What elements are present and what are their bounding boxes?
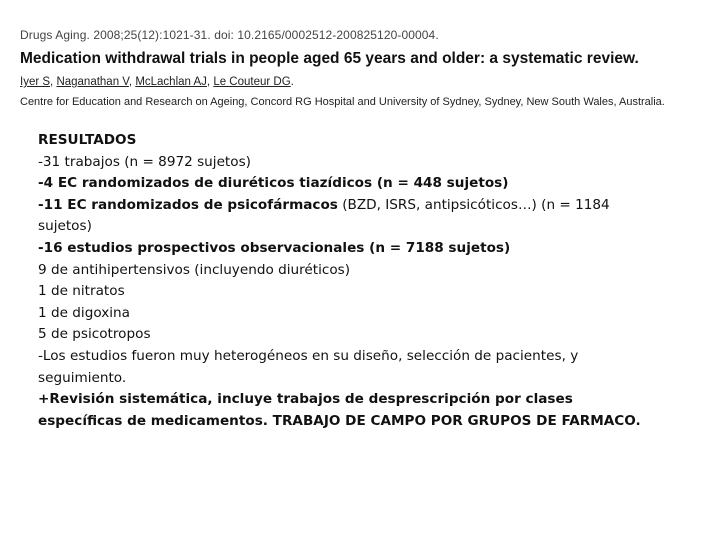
author-separator: , <box>50 76 57 88</box>
results-line-heterogeneos-cont: seguimiento. <box>38 369 127 386</box>
author-link[interactable]: Le Couteur DG <box>213 76 291 88</box>
author-link[interactable]: McLachlan AJ <box>135 76 207 88</box>
results-heading: RESULTADOS <box>38 132 137 148</box>
results-line-antihipertensivos: 9 de antihipertensivos (incluyendo diuréticos) <box>38 261 351 278</box>
citation-header <box>14 22 704 114</box>
results-line-psicofarmacos <box>38 195 678 217</box>
results-line-heterogeneos: -Los estudios fueron muy heterogéneos en su diseño, selección de pacientes, y <box>38 347 579 364</box>
affiliation: Centre for Education and Research on Ageing, Concord RG Hospital and University of Sydney, Sydney, New South Wales, Australia. <box>20 96 665 108</box>
citation-reference: Drugs Aging. 2008;25(12):1021-31. doi: 10.2165/0002512-200825120-00004. <box>20 28 439 42</box>
results-line-digoxina: 1 de digoxina <box>38 304 130 321</box>
results-line-nitratos: 1 de nitratos <box>38 283 125 300</box>
author-list <box>20 76 294 88</box>
results-line-diureticos: -4 EC randomizados de diuréticos tiazídicos (n = 448 sujetos) <box>38 175 509 192</box>
author-separator: , <box>128 76 136 88</box>
article-title: Medication withdrawal trials in people aged 65 years and older: a systematic review. <box>20 50 639 67</box>
results-line-revision: +Revisión sistemática, incluye trabajos de desprescripción por clases <box>38 391 573 408</box>
author-separator: . <box>290 76 294 88</box>
results-line-psicotropos: 5 de psicotropos <box>38 326 151 343</box>
results-line-revision-cont: específicas de medicamentos. TRABAJO DE CAMPO POR GRUPOS DE FARMACO. <box>38 412 641 429</box>
author-separator: , <box>206 76 214 88</box>
results-section <box>38 130 678 432</box>
results-line-psicofarmacos-cont: sujetos) <box>38 218 92 235</box>
author-link[interactable]: Naganathan V <box>56 76 129 88</box>
author-link[interactable]: Iyer S <box>20 76 51 88</box>
psicofarmacos-rest: (BZD, ISRS, antipsicóticos…) (n = 1184 <box>337 196 610 213</box>
results-line-trabajos: -31 trabajos (n = 8972 sujetos) <box>38 153 251 170</box>
results-line-observacionales: -16 estudios prospectivos observacionales (n = 7188 sujetos) <box>38 239 511 256</box>
psicofarmacos-bold: -11 EC randomizados de psicofármacos <box>38 196 338 213</box>
